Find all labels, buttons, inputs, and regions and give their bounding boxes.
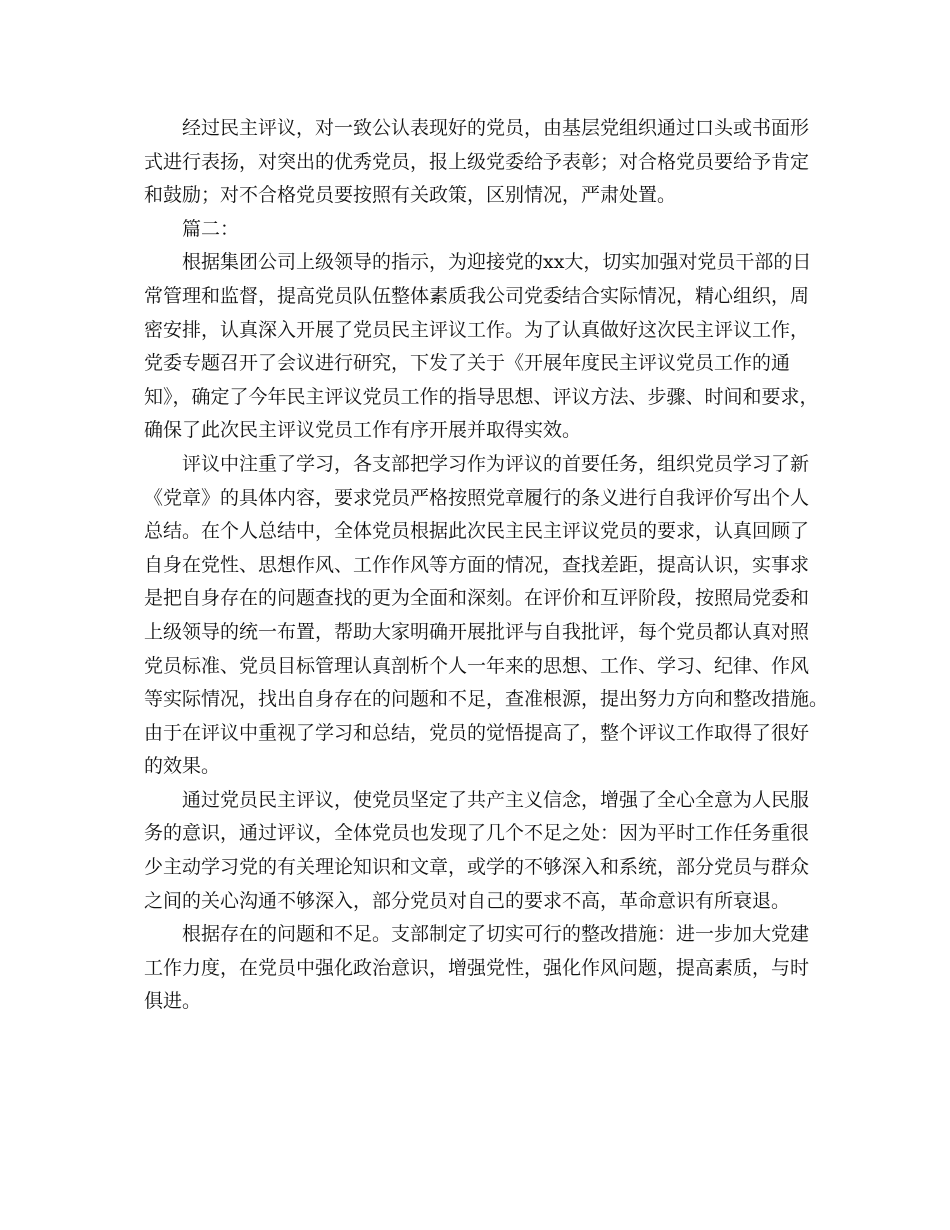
text-line: 是把自身存在的问题查找的更为全面和深刻。在评价和互评阶段，按照局党委和 [144, 587, 810, 610]
text-line: 俱进。 [144, 990, 202, 1013]
text-line: 常管理和监督，提高党员队伍整体素质我公司党委结合实际情况，精心组织，周 [144, 284, 810, 307]
text-line: 党委专题召开了会议进行研究，下发了关于《开展年度民主评议党员工作的通 [144, 352, 791, 375]
paragraph [144, 784, 810, 918]
text-line: 工作力度，在党员中强化政治意识，增强党性，强化作风问题，提高素质，与时 [144, 956, 810, 979]
text-line: 务的意识，通过评议，全体党员也发现了几个不足之处：因为平时工作任务重很 [144, 822, 810, 845]
text-line: 根据存在的问题和不足。支部制定了切实可行的整改措施：进一步加大党建 [182, 923, 810, 946]
text-line: 总结。在个人总结中，全体党员根据此次民主民主评议党员的要求，认真回顾了 [144, 520, 810, 543]
text-line: 《党章》的具体内容，要求党员严格按照党章履行的条义进行自我评价写出个人 [144, 486, 810, 509]
text-line: 评议中注重了学习，各支部把学习作为评议的首要任务，组织党员学习了新 [182, 452, 810, 475]
text-line: 之间的关心沟通不够深入，部分党员对自己的要求不高，革命意识有所衰退。 [144, 889, 791, 912]
text-line: 等实际情况，找出自身存在的问题和不足，查准根源，提出努力方向和整改措施。 [144, 688, 829, 711]
text-line: 自身在党性、思想作风、工作作风等方面的情况，查找差距，提高认识，实事求 [144, 553, 810, 576]
text-line: 和鼓励；对不合格党员要按照有关政策，区别情况，严肃处置。 [144, 184, 677, 207]
paragraph [144, 448, 829, 784]
text-line: 党员标准、党员目标管理认真剖析个人一年来的思想、工作、学习、纪律、作风 [144, 654, 810, 677]
text-line: 少主动学习党的有关理论知识和文章，或学的不够深入和系统，部分党员与群众 [144, 856, 810, 879]
text-line: 的效果。 [144, 755, 221, 778]
text-line: 通过党员民主评议，使党员坚定了共产主义信念，增强了全心全意为人民服 [182, 788, 810, 811]
text-line: 篇二： [182, 217, 240, 240]
document-body [144, 112, 829, 1019]
text-line: 上级领导的统一布置，帮助大家明确开展批评与自我批评，每个党员都认真对照 [144, 620, 810, 643]
paragraph [144, 213, 806, 247]
text-line: 由于在评议中重视了学习和总结，党员的觉悟提高了，整个评议工作取得了很好 [144, 721, 810, 744]
text-line: 确保了此次民主评议党员工作有序开展并取得实效。 [144, 419, 582, 442]
text-line: 式进行表扬，对突出的优秀党员，报上级党委给予表彰；对合格党员要给予肯定 [144, 150, 810, 173]
paragraph [144, 246, 819, 448]
text-line: 根据集团公司上级领导的指示，为迎接党的xx大，切实加强对党员干部的日 [182, 251, 812, 274]
text-line: 知》，确定了今年民主评议党员工作的指导思想、评议方法、步骤、时间和要求， [144, 385, 819, 408]
paragraph [144, 112, 810, 213]
text-line: 经过民主评议，对一致公认表现好的党员，由基层党组织通过口头或书面形 [182, 117, 810, 139]
paragraph [144, 918, 810, 1019]
text-line: 密安排，认真深入开展了党员民主评议工作。为了认真做好这次民主评议工作， [144, 318, 810, 341]
